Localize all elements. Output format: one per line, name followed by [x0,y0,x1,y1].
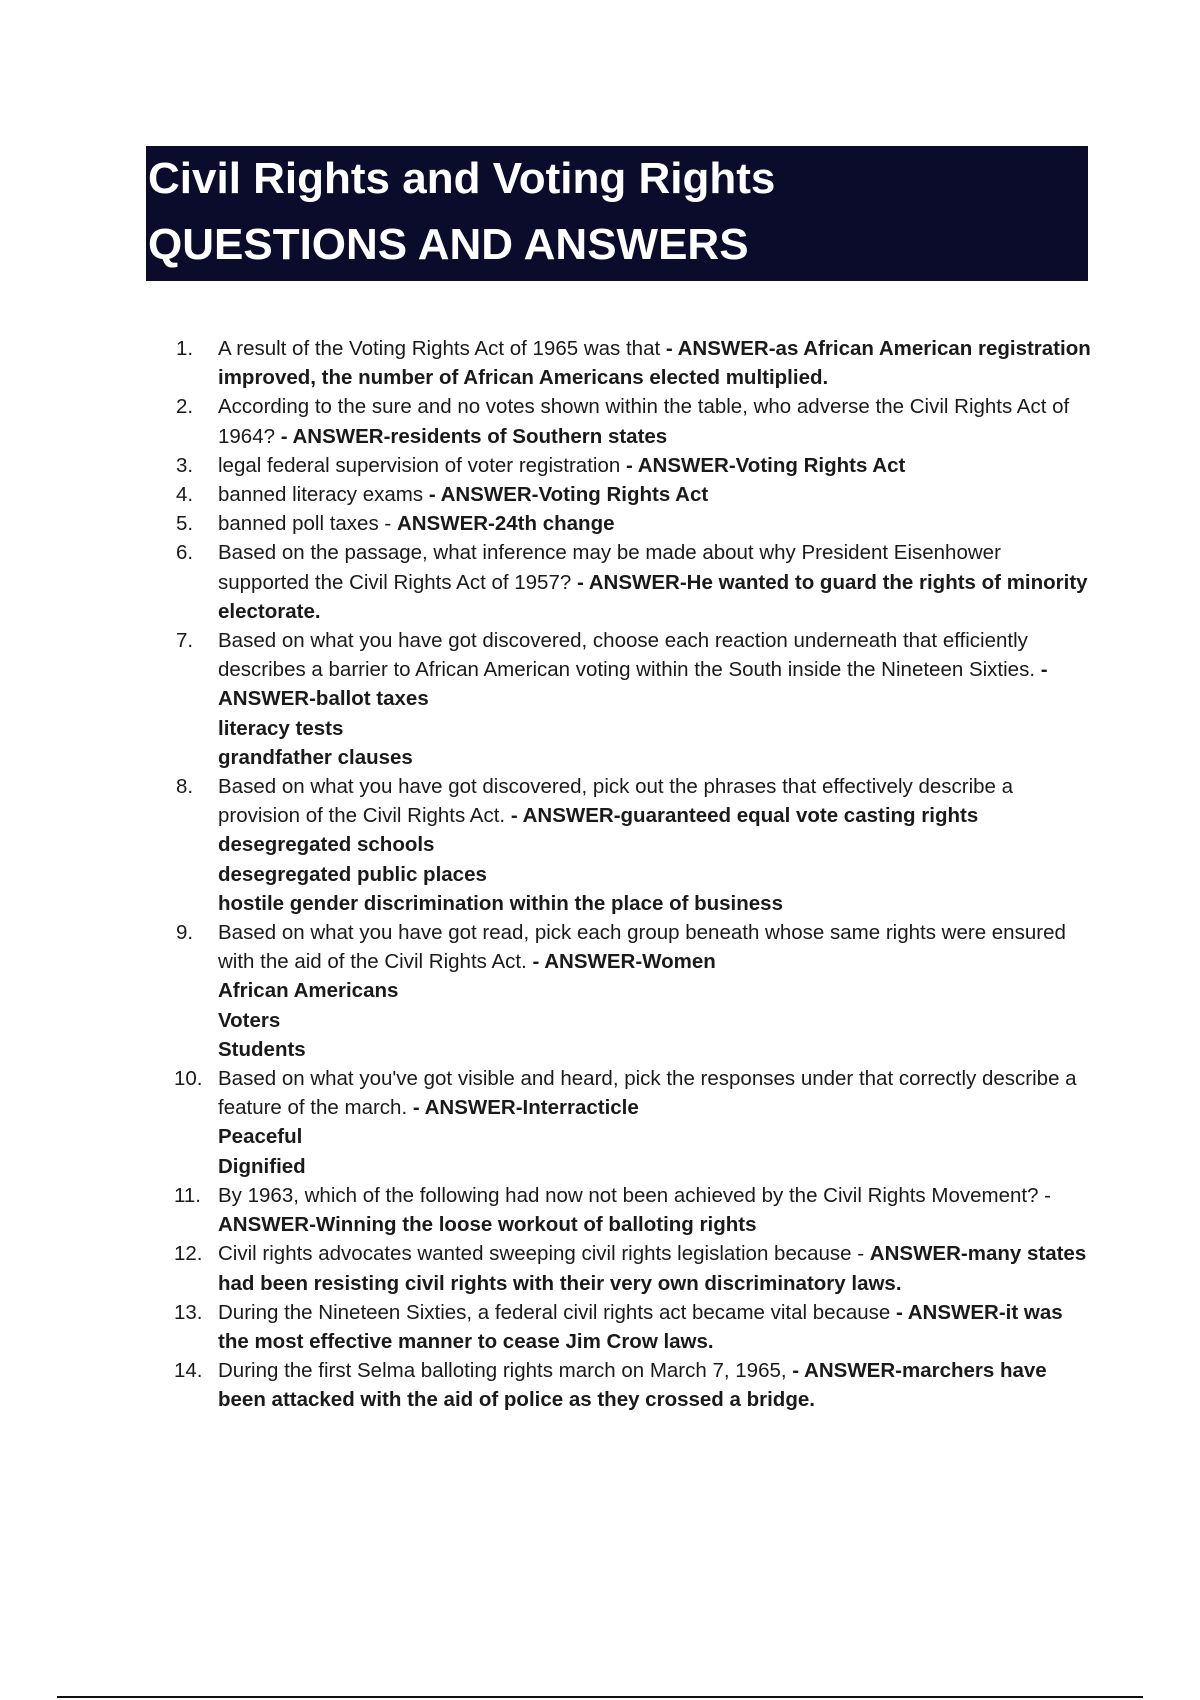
qa-item [176,1064,1096,1181]
qa-item [176,1356,1096,1414]
question-text: banned poll taxes - [218,512,397,536]
answer-option: desegregated schools [218,833,435,857]
qa-item [176,392,1096,450]
question-text: Based on what you have got read, pick each group beneath whose same rights were ensured with the aid of the Civil Rights Act. [218,921,1066,974]
qa-item [176,1239,1096,1297]
answer-option: African Americans [218,979,399,1003]
answer-option: Dignified [218,1154,306,1178]
answer-option: Students [218,1037,306,1061]
item-number: 10. [174,1067,203,1091]
answer-option: grandfather clauses [218,745,413,769]
answer-option: desegregated public places [218,862,487,886]
question-text: Based on the passage, what inference may be made about why President Eisenhower supported the Civil Rights Act of 1957? [218,541,1001,594]
item-number: 13. [174,1300,203,1324]
item-number: 9. [176,921,194,945]
answer-text: ANSWER-many states had been resisting civil rights with their very own discriminatory laws. [218,1242,1087,1295]
answer-option: literacy tests [218,716,344,740]
answer-text: - ANSWER-Voting Rights Act [625,453,906,477]
question-text: legal federal supervision of voter registration [218,453,626,477]
item-number: 2. [176,395,194,419]
document-title: Civil Rights and Voting Rights [148,154,776,203]
qa-item [176,626,1096,772]
answer-text: - ANSWER-ballot taxes [218,658,1048,711]
answer-text: - ANSWER-Women [532,950,716,974]
item-number: 14. [174,1359,203,1383]
qa-item [176,480,1096,509]
answer-option: Peaceful [218,1125,303,1149]
answer-option: Voters [218,1008,281,1032]
question-text: Based on what you have got discovered, pick out the phrases that effectively describe a provision of the Civil Rights Act. [218,775,1014,828]
question-text: During the first Selma balloting rights march on March 7, 1965, [218,1359,793,1383]
title-banner [146,146,1088,281]
item-number: 11. [174,1183,201,1207]
question-text: Based on what you have got discovered, choose each reaction underneath that efficiently describes a barrier to African American voting within the South inside the Nineteen Sixties. [218,629,1041,682]
item-number: 5. [176,512,194,536]
item-number: 6. [176,541,194,565]
item-number: 7. [176,629,194,653]
answer-text: - ANSWER-as African American registration improved, the number of African Americans elected multiplied. [218,337,1091,390]
qa-item [176,509,1096,538]
qa-item [176,334,1096,392]
answer-text: - ANSWER-Interracticle [412,1096,639,1120]
answer-text: ANSWER-24th change [396,512,615,536]
answer-text: - ANSWER-marchers have been attacked with the aid of police as they crossed a bridge. [218,1359,1047,1412]
qa-item [176,1181,1096,1239]
qa-list [176,334,1096,1415]
question-text: banned literacy exams [218,483,429,507]
answer-text: - ANSWER-Voting Rights Act [428,483,709,507]
qa-item [176,1298,1096,1356]
document-subtitle: QUESTIONS AND ANSWERS [148,220,749,269]
question-text: According to the sure and no votes shown within the table, who adverse the Civil Rights Act of 1964? [218,395,1070,448]
answer-text: - ANSWER-He wanted to guard the rights of minority electorate. [218,570,1088,623]
item-number: 3. [176,453,194,477]
item-number: 1. [176,337,194,360]
item-number: 4. [176,483,194,507]
question-text: During the Nineteen Sixties, a federal civil rights act became vital because [218,1300,896,1324]
answer-text: - ANSWER-it was the most effective manner to cease Jim Crow laws. [218,1300,1063,1353]
question-text: A result of the Voting Rights Act of 1965 was that [218,337,666,360]
qa-item [176,538,1096,626]
question-text: By 1963, which of the following had now not been achieved by the Civil Rights Movement? - [218,1183,1052,1207]
answer-option: hostile gender discrimination within the place of business [218,891,783,915]
answer-text: - ANSWER-residents of Southern states [280,424,668,448]
qa-item [176,451,1096,480]
qa-item [176,772,1096,918]
item-number: 8. [176,775,194,799]
question-text: Based on what you've got visible and heard, pick the responses under that correctly describe a feature of the march. [218,1067,1077,1120]
answer-text: - ANSWER-guaranteed equal vote casting rights [510,804,979,828]
qa-item [176,918,1096,1064]
question-text: Civil rights advocates wanted sweeping civil rights legislation because - [218,1242,870,1266]
footer-rule [57,1696,1143,1698]
answer-text: ANSWER-Winning the loose workout of balloting rights [218,1213,757,1237]
item-number: 12. [174,1242,203,1266]
